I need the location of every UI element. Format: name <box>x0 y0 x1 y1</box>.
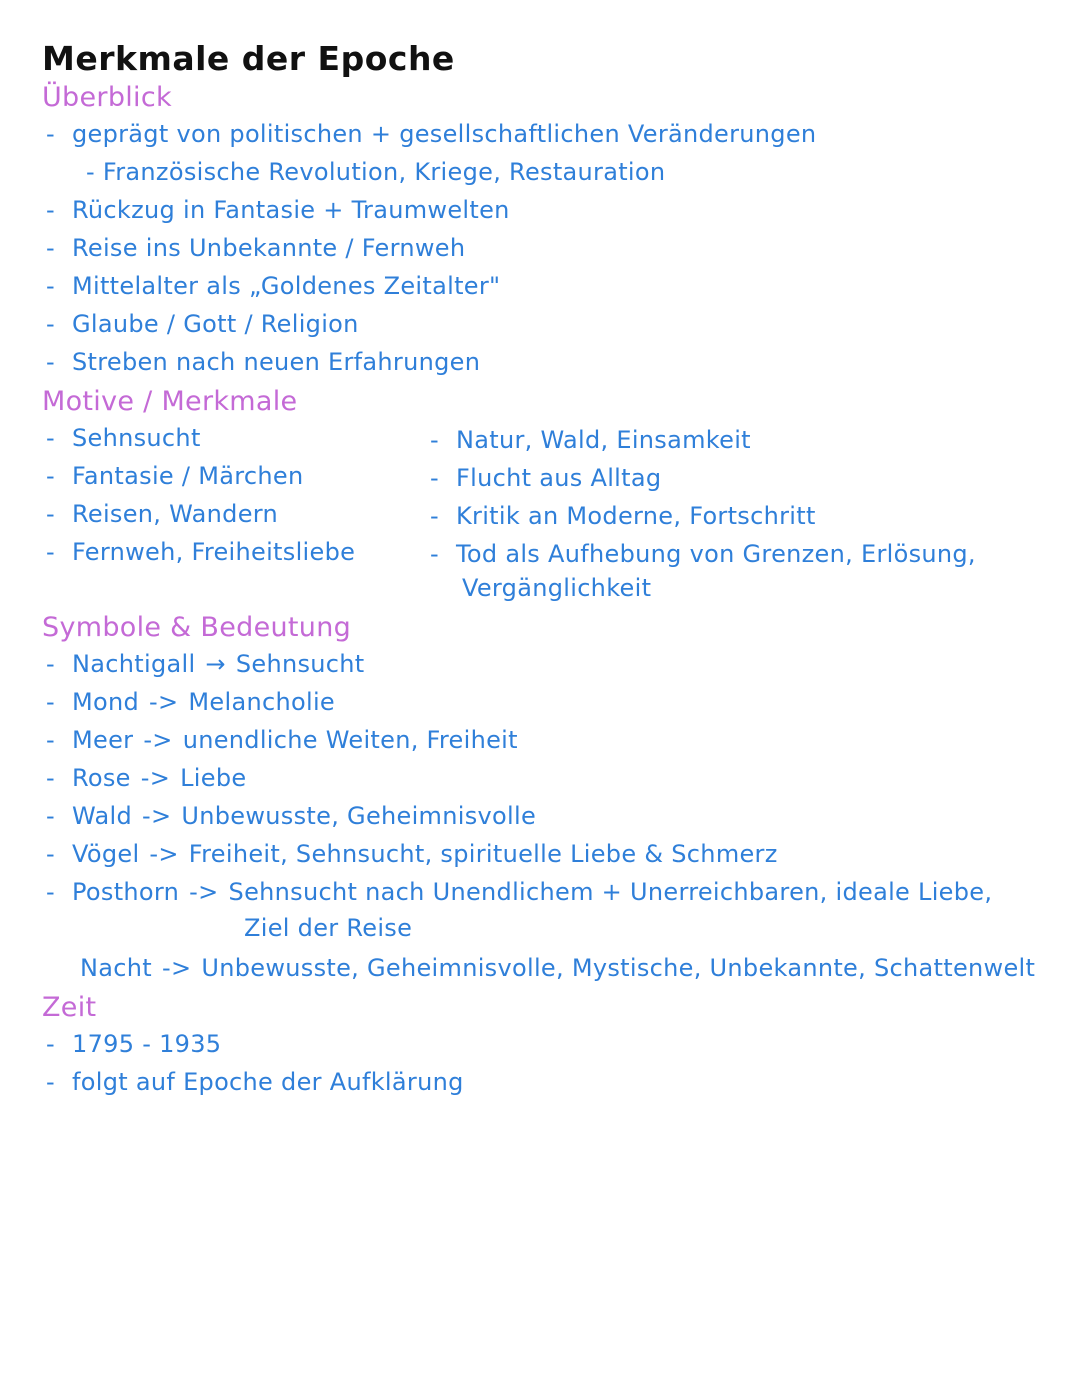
time-item-1 <box>46 1032 221 1056</box>
symbol-item-7 <box>46 880 992 904</box>
bullet-dash: - <box>46 802 55 830</box>
time-text: folgt auf Epoche der Aufklärung <box>72 1068 464 1096</box>
symbol-item-2 <box>46 690 335 714</box>
symbol-term: Nacht <box>80 954 152 982</box>
symbol-term: Mond <box>72 688 140 716</box>
motif-left-item-3 <box>46 502 278 526</box>
bullet-dash: - <box>46 538 55 566</box>
arrow-right-icon: -> <box>142 802 172 830</box>
arrow-right-icon: -> <box>140 764 171 792</box>
time-text: 1795 - 1935 <box>72 1030 222 1058</box>
bullet-dash: - <box>46 310 55 338</box>
motif-left-item-4 <box>46 540 355 564</box>
time-item-2 <box>46 1070 464 1094</box>
bullet-dash: - <box>430 540 439 568</box>
motif-left-item-2 <box>46 464 303 488</box>
bullet-dash: - <box>430 502 439 530</box>
bullet-dash: - <box>46 424 55 452</box>
motif-left-item-1 <box>46 426 201 450</box>
bullet-dash: - <box>46 688 55 716</box>
overview-item-6 <box>46 350 480 374</box>
motif-right-item-4-continued: Vergänglichkeit <box>462 574 652 602</box>
bullet-dash: - <box>46 1068 55 1096</box>
symbol-meaning: Liebe <box>180 764 247 792</box>
symbol-meaning: Freiheit, Sehnsucht, spirituelle Liebe & Schmerz <box>188 840 778 868</box>
bullet-dash: - <box>46 462 55 490</box>
bullet-dash: - <box>46 650 55 678</box>
symbol-meaning: Sehnsucht <box>235 650 365 678</box>
arrow-right-icon: -> <box>189 878 219 906</box>
symbol-term: Rose <box>72 764 131 792</box>
bullet-dash: - <box>430 464 439 492</box>
symbol-term: Nachtigall <box>72 650 196 678</box>
arrow-right-icon: → <box>205 650 226 678</box>
arrow-right-icon: -> <box>161 954 192 982</box>
motif-text: Fantasie / Märchen <box>72 462 304 490</box>
symbol-item-7-continued: Ziel der Reise <box>244 914 413 942</box>
motif-text: Natur, Wald, Einsamkeit <box>456 426 751 454</box>
overview-item-text: geprägt von politischen + gesellschaftlichen Veränderungen <box>72 120 817 148</box>
overview-item-1 <box>46 122 816 146</box>
section-heading-time: Zeit <box>42 992 97 1023</box>
overview-item-text: Mittelalter als „Goldenes Zeitalter" <box>72 272 501 300</box>
motif-text: Flucht aus Alltag <box>456 464 662 492</box>
bullet-dash: - <box>46 120 55 148</box>
motif-right-item-1 <box>430 428 751 452</box>
motif-right-item-2 <box>430 466 661 490</box>
motif-text: Fernweh, Freiheitsliebe <box>72 538 356 566</box>
arrow-right-icon: -> <box>149 688 179 716</box>
arrow-right-icon: -> <box>149 840 179 868</box>
overview-subitem-1: - Französische Revolution, Kriege, Restauration <box>86 158 666 186</box>
overview-item-4 <box>46 274 500 298</box>
overview-item-text: Streben nach neuen Erfahrungen <box>72 348 481 376</box>
bullet-dash: - <box>46 196 55 224</box>
overview-item-2 <box>46 198 510 222</box>
symbol-term: Meer <box>72 726 134 754</box>
overview-item-text: Rückzug in Fantasie + Traumwelten <box>72 196 510 224</box>
symbol-item-3 <box>46 728 518 752</box>
bullet-dash: - <box>46 764 55 792</box>
symbol-term: Posthorn <box>72 878 180 906</box>
section-heading-motifs: Motive / Merkmale <box>42 386 298 417</box>
bullet-dash: - <box>430 426 439 454</box>
symbol-item-8 <box>80 956 1035 980</box>
motif-text: Tod als Aufhebung von Grenzen, Erlösung, <box>456 540 976 568</box>
symbol-item-1 <box>46 652 365 676</box>
bullet-dash: - <box>46 878 55 906</box>
motif-text: Reisen, Wandern <box>72 500 279 528</box>
overview-item-5 <box>46 312 359 336</box>
bullet-dash: - <box>46 1030 55 1058</box>
symbol-meaning: Unbewusste, Geheimnisvolle, Mystische, Unbekannte, Schattenwelt <box>201 954 1036 982</box>
symbol-meaning: Unbewusste, Geheimnisvolle <box>181 802 537 830</box>
symbol-meaning: unendliche Weiten, Freiheit <box>182 726 518 754</box>
symbol-term: Vögel <box>72 840 140 868</box>
bullet-dash: - <box>46 500 55 528</box>
motif-right-item-4 <box>430 542 976 566</box>
arrow-right-icon: -> <box>143 726 173 754</box>
bullet-dash: - <box>46 726 55 754</box>
symbol-item-6 <box>46 842 778 866</box>
section-heading-symbols: Symbole & Bedeutung <box>42 612 352 643</box>
overview-item-text: Glaube / Gott / Religion <box>72 310 359 338</box>
motif-text: Sehnsucht <box>72 424 201 452</box>
overview-item-text: Reise ins Unbekannte / Fernweh <box>72 234 466 262</box>
page-title: Merkmale der Epoche <box>42 39 455 78</box>
motif-text: Kritik an Moderne, Fortschritt <box>456 502 816 530</box>
symbol-meaning: Sehnsucht nach Unendlichem + Unerreichbaren, ideale Liebe, <box>228 878 993 906</box>
symbol-term: Wald <box>72 802 133 830</box>
bullet-dash: - <box>46 840 55 868</box>
symbol-meaning: Melancholie <box>188 688 335 716</box>
motif-right-item-3 <box>430 504 816 528</box>
symbol-item-4 <box>46 766 246 790</box>
bullet-dash: - <box>46 348 55 376</box>
bullet-dash: - <box>46 272 55 300</box>
symbol-item-5 <box>46 804 536 828</box>
section-heading-overview: Überblick <box>42 82 172 113</box>
bullet-dash: - <box>46 234 55 262</box>
overview-item-3 <box>46 236 465 260</box>
